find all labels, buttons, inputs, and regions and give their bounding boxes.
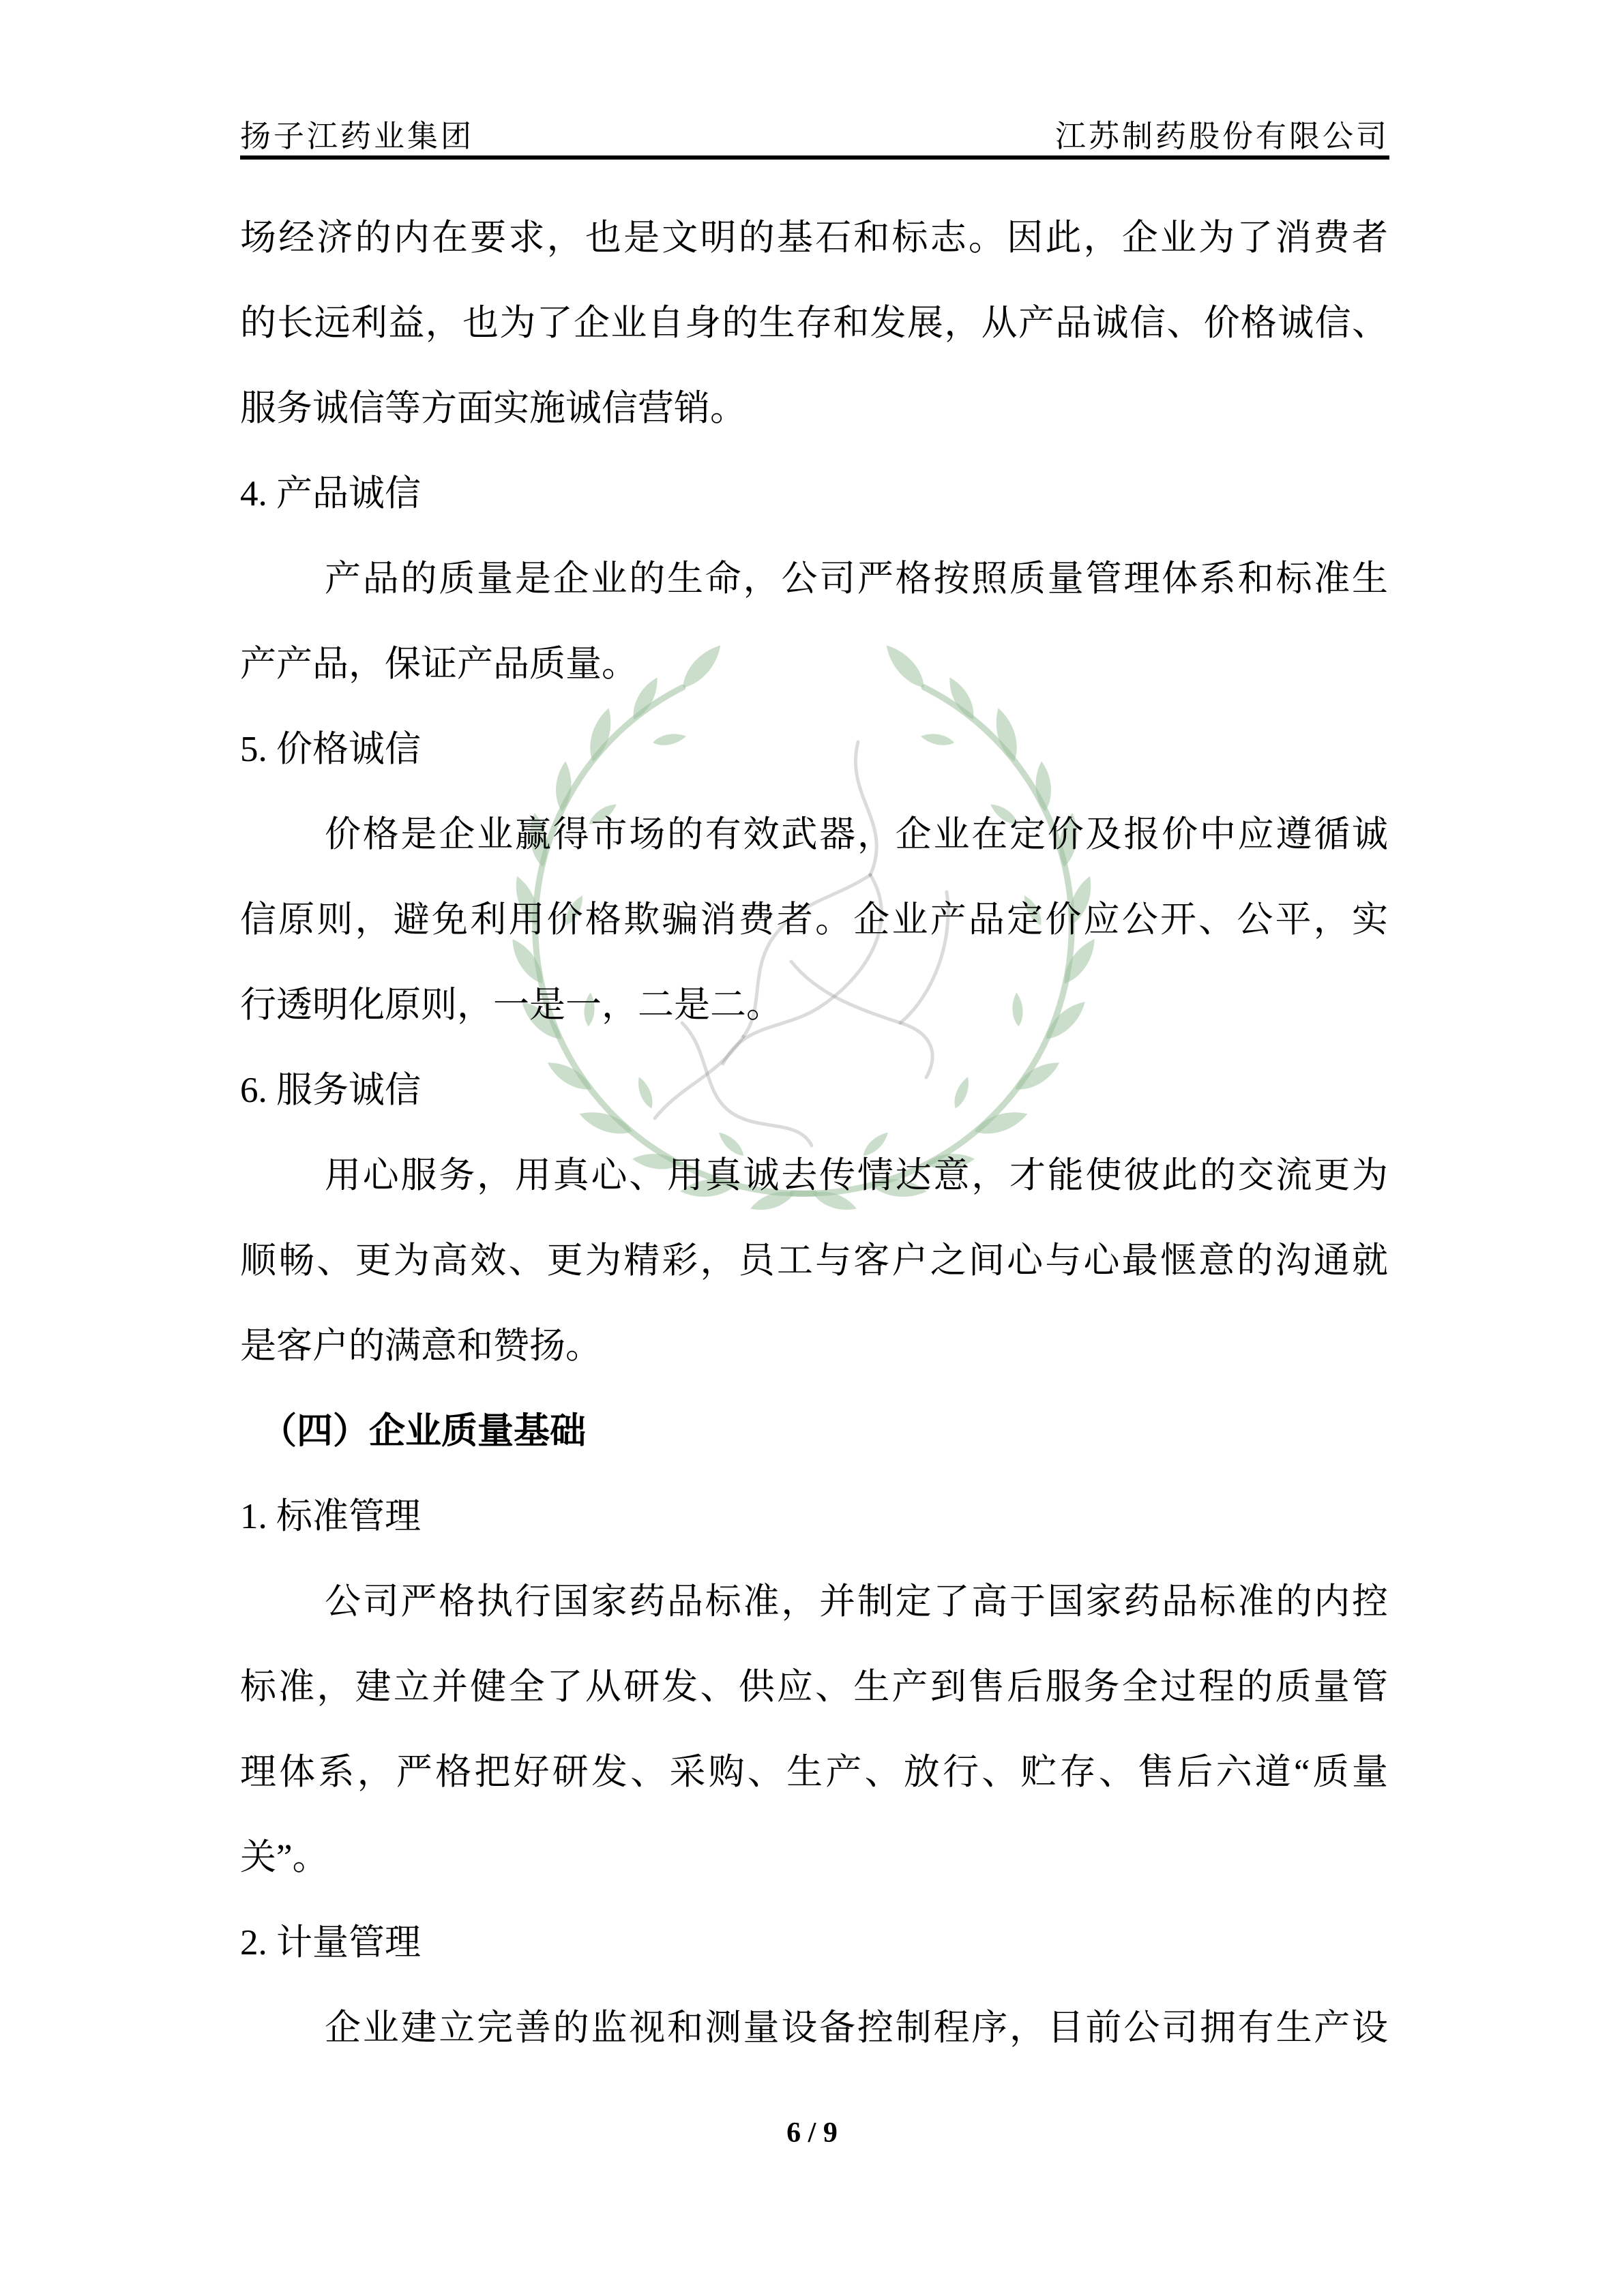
text-line: 的长远利益，也为了企业自身的生存和发展，从产品诚信、价格诚信、: [240, 303, 1388, 343]
text-line: 产产品，保证产品质量。: [240, 644, 638, 684]
page-number: 6 / 9: [786, 2117, 838, 2149]
text-line: 信原则，避免利用价格欺骗消费者。企业产品定价应公开、公平，实: [240, 900, 1388, 940]
text-line: 用心服务，用真心、用真诚去传情达意，才能使彼此的交流更为: [325, 1156, 1388, 1195]
text-line: 企业建立完善的监视和测量设备控制程序，目前公司拥有生产设: [325, 2008, 1388, 2048]
document-body: [240, 196, 1388, 2071]
header-company-name: 江苏制药股份有限公司: [1054, 119, 1389, 153]
text-line: 价格是企业赢得市场的有效武器，企业在定价及报价中应遵循诚: [325, 815, 1388, 854]
text-line: 公司严格执行国家药品标准，并制定了高于国家药品标准的内控: [325, 1582, 1388, 1622]
list-item-2: 2. 计量管理: [240, 1923, 421, 1963]
text-line: 标准，建立并健全了从研发、供应、生产到售后服务全过程的质量管: [240, 1667, 1388, 1707]
list-item-6: 6. 服务诚信: [240, 1071, 421, 1110]
text-line: 顺畅、更为高效、更为精彩，员工与客户之间心与心最惬意的沟通就: [240, 1241, 1388, 1281]
text-line: 理体系，严格把好研发、采购、生产、放行、贮存、售后六道“质量: [240, 1753, 1388, 1792]
list-item-4: 4. 产品诚信: [240, 474, 421, 513]
header-rule: [240, 155, 1389, 160]
text-line: 场经济的内在要求，也是文明的基石和标志。因此，企业为了消费者: [240, 218, 1388, 258]
text-line: 服务诚信等方面实施诚信营销。: [240, 389, 746, 428]
page-header: [240, 121, 1389, 152]
text-line: 产品的质量是企业的生命，公司严格按照质量管理体系和标准生: [325, 559, 1388, 599]
list-item-5: 5. 价格诚信: [240, 730, 421, 769]
header-company-group: 扬子江药业集团: [240, 119, 475, 153]
text-line: 是客户的满意和赞扬。: [240, 1326, 602, 1366]
text-line: 行透明化原则，一是一，二是二。: [240, 985, 782, 1025]
section-heading: （四）企业质量基础: [261, 1412, 586, 1451]
text-line: 关”。: [240, 1838, 329, 1877]
list-item-1: 1. 标准管理: [240, 1497, 421, 1536]
